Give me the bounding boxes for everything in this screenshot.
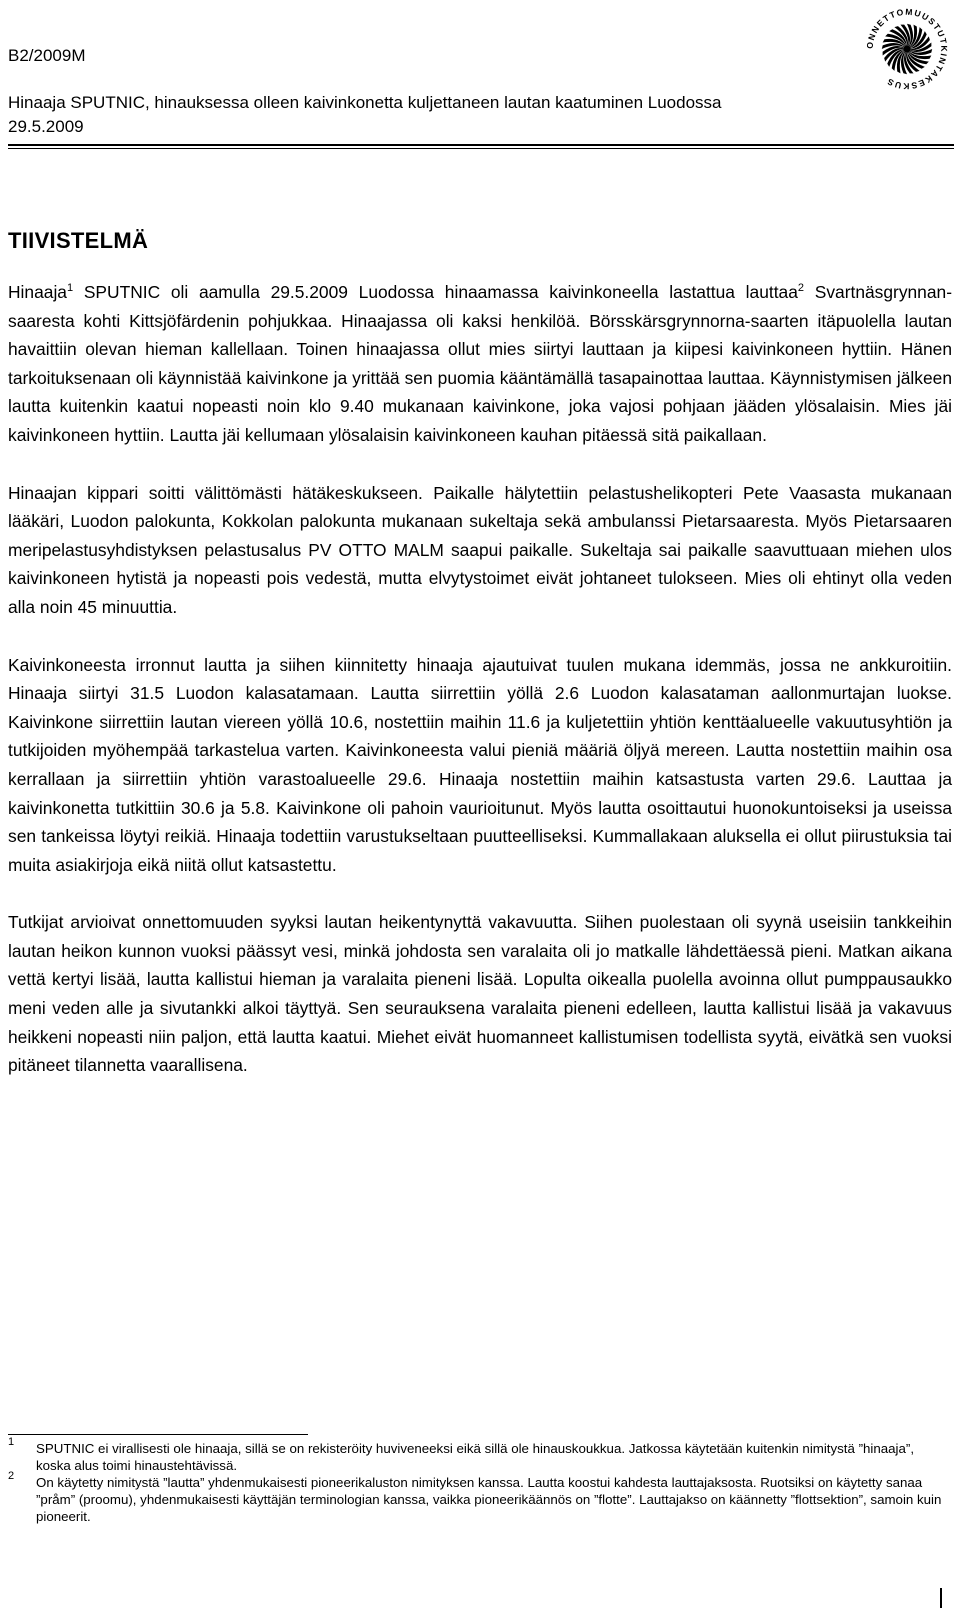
header-rule-thin <box>8 148 954 149</box>
paragraph-1-text-b: SPUTNIC oli aamulla 29.5.2009 Luodossa hinaamassa kaivinkoneella lastattua lauttaa <box>73 282 798 302</box>
footnote-ref-1[interactable]: 1 <box>66 282 74 295</box>
footnote-number: 2 <box>8 1470 15 1482</box>
paragraph-3: Kaivinkoneesta irronnut lautta ja siihen kiinnitetty hinaaja ajautuivat tuulen mukana idemmäs, jossa ne ankkuroitiin. Hinaaja siirtyi 31.5 Luodon kalasatamaan. Lautta siirrettiin yöllä 2.6 Luodon kalasataman aallonmurtajan luokse. Kaivinkone siirrettiin lautan viereen yöllä 10.6, nostettiin maihin 11.6 ja kuljetettiin yhtiön kenttäalueelle vakuutusyhtiön ja tutkijoiden myöhempää tarkastelua varten. Kaivinkoneesta valui pieniä määriä öljyä mereen. Lautta nostettiin maihin osa kerrallaan ja siirrettiin yhtiön varastoalueelle 29.6. Hinaaja nostettiin maihin katsastusta varten 29.6. Lauttaa ja kaivinkonetta tutkittiin 30.6 ja 5.8. Kaivinkone oli pahoin vaurioitunut. Myös lautta osoittautui huonokuntoiseksi ja useissa sen tankeissa löytyi reikiä. Hinaaja todettiin varustukseltaan puutteelliseksi. Kummallakaan aluksella ei ollut piirustuksia tai muita asiakirjoja eikä niitä ollut katsastettu. <box>8 654 952 875</box>
summary-body <box>8 278 952 1109</box>
page-edge-mark <box>940 1588 942 1608</box>
footnote-ref-2[interactable]: 2 <box>797 282 805 295</box>
paragraph-4: Tutkijat arvioivat onnettomuuden syyksi lautan heikentynyttä vakavuutta. Siihen puolestaan oli syynä useisiin tankkeihin lautan heikon kunnon vuoksi päässyt vesi, minkä johdosta sen varalaita oli jo matkalle lähdettäessä pieni. Matkan aikana vettä kertyi lisää, lautta kallistui hieman ja varalaita pieneni lisää. Lopulta oikealla puolella avoinna ollut pumppausaukko meni veden alle ja sivutankki alkoi täyttyä. Sen seurauksena varalaita pieneni edelleen, lautta kallistui lisää ja vakavuus heikkeni nopeasti niin paljon, että lautta kaatui. Miehet eivät huomanneet kallistumisen todellista syytä, eivätkä sen vuoksi pitäneet tilannetta vaarallisena. <box>8 912 952 1076</box>
document-header <box>8 44 838 139</box>
paragraph-2: Hinaajan kippari soitti välittömästi hätäkeskukseen. Paikalle hälytettiin pelastushelikopteri Pete Vaasasta mukanaan lääkäri, Luodon palokunta, Kokkolan palokunta mukanaan sukeltaja sekä ambulanssi Pietarsaaresta. Myös Pietarsaaren meripelastusyhdistyksen pelastusalus PV OTTO MALM saapui paikalle. Sukeltaja sai paikalle saavuttuaan miehen ulos kaivinkoneen hytistä ja nopeasti pois vedestä, mutta elvytystoimet eivät johtaneet tulokseen. Mies oli ehtinyt olla veden alla noin 45 minuuttia. <box>8 482 952 617</box>
paragraph-1 <box>8 278 952 450</box>
summary-heading: TIIVISTELMÄ <box>8 228 149 253</box>
footnote-1 <box>8 1436 952 1474</box>
footnotes <box>8 1436 952 1525</box>
footnote-text: On käytetty nimitystä ”lautta” yhdenmukaisesti pioneerikaluston nimityksen kanssa. Lautta koostui kahdesta lauttajaksosta. Ruotsiksi on käytetty sanaa ”pråm” (proomu), yhdenmukaisesti käyttäjän terminologian kanssa, vaikka pioneerikäännös on ”flotte”. Lauttajakso on käännetty ”flottsektion”, samoin kuin pioneerit. <box>36 1475 942 1524</box>
footnote-separator <box>8 1434 308 1435</box>
footnote-number: 1 <box>8 1436 15 1448</box>
footnote-text: SPUTNIC ei virallisesti ole hinaaja, sillä se on rekisteröity huviveneeksi eikä sillä ole hinauskoukkua. Jatkossa käytetään kuitenkin nimitystä ”hinaaja”, koska alus toimi hinaustehtävissä. <box>36 1441 915 1473</box>
seal-lettering: ONNETTOMUUSTUTKINTAKESKUS <box>864 6 950 92</box>
agency-seal-logo <box>862 4 952 94</box>
report-code: B2/2009M <box>8 46 86 65</box>
report-subtitle: Hinaaja SPUTNIC, hinauksessa olleen kaivinkonetta kuljettaneen lautan kaatuminen Luodossa 29.5.2009 <box>8 93 722 136</box>
paragraph-1-text-a: Hinaaja <box>8 282 67 302</box>
footnote-2 <box>8 1470 952 1525</box>
header-rule <box>8 144 954 146</box>
paragraph-1-text-c: Svartnäsgrynnan-saaresta kohti Kittsjöfärdenin pohjukkaa. Hinaajassa oli kaksi henkilöä. Börsskärsgrynnorna-saarten itäpuolella lautan havaittiin olevan hieman kallellaan. Toinen hinaajassa ollut mies siirtyi lauttaan ja kiipesi kaivinkoneen hyttiin. Hänen tarkoituksenaan oli käynnistää kaivinkone ja yrittää sen puomia kääntämällä tasapainottaa lauttaa. Käynnistymisen jälkeen lautta kuitenkin kaatui nopeasti noin klo 9.40 mukanaan kaivinkone, joka vajosi pohjaan jääden ylösalaisin. Mies jäi kaivinkoneen hyttiin. Lautta jäi kellumaan ylösalaisin kaivinkoneen kauhan pitäessä sitä paikallaan. <box>8 282 952 445</box>
